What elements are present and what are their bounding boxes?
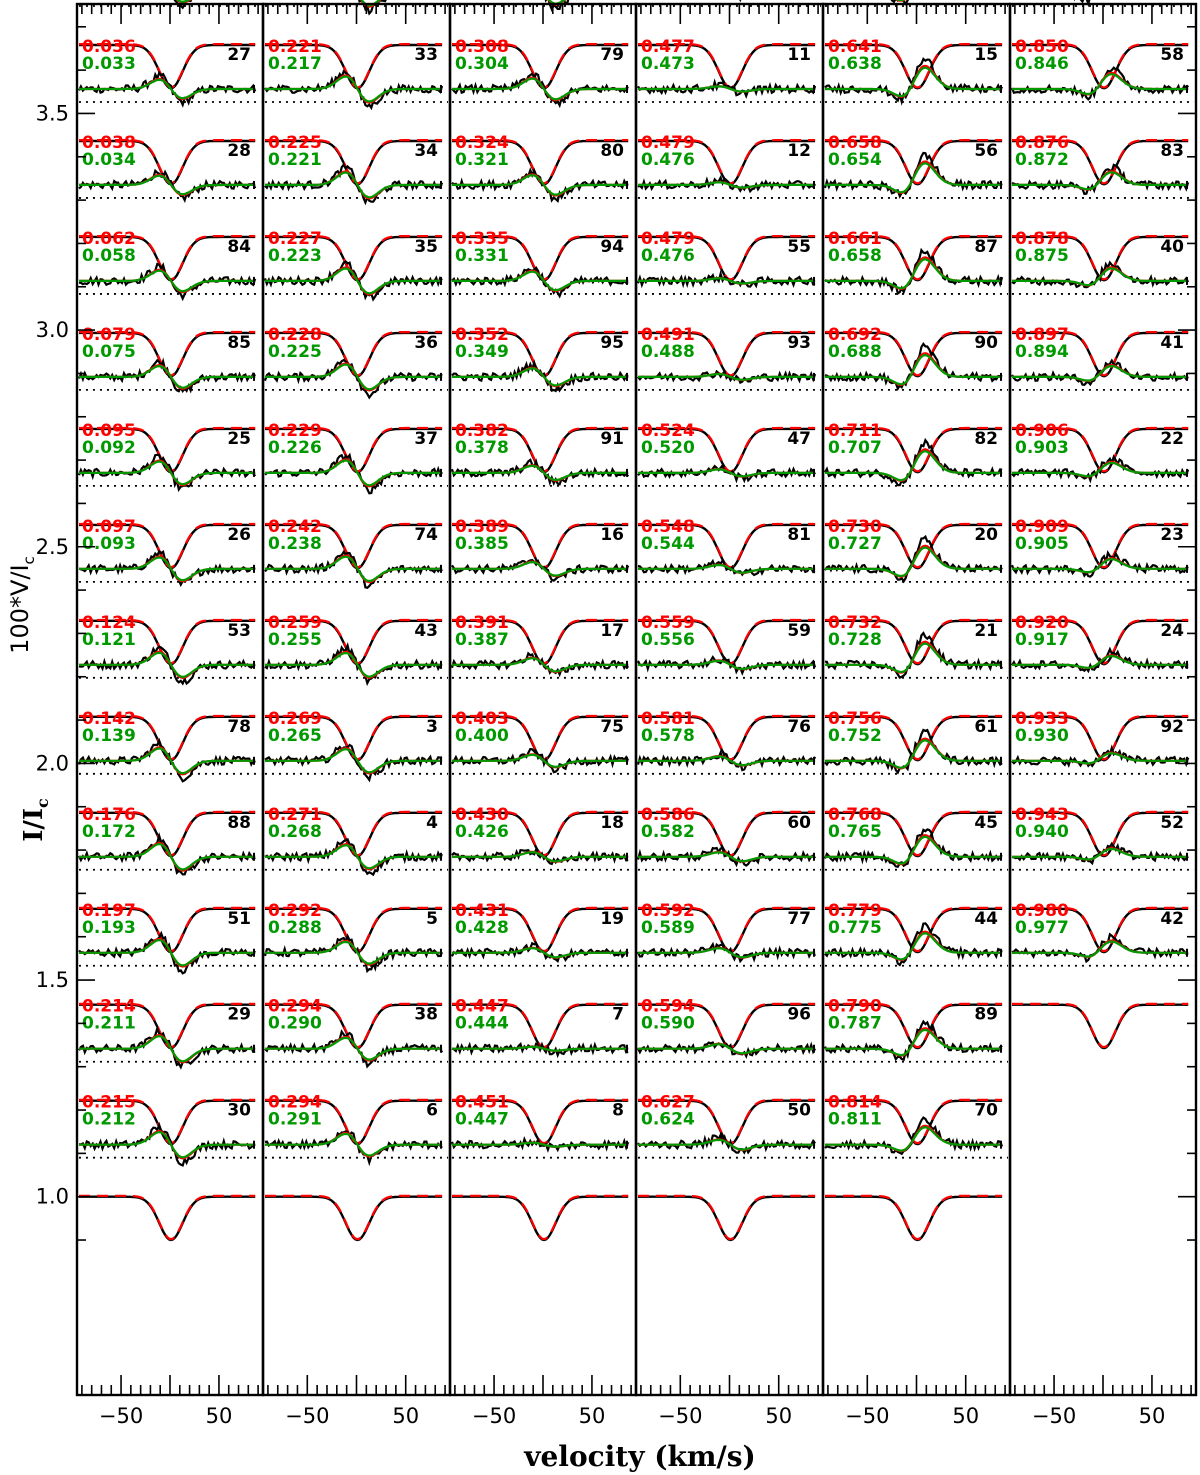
- y-tick-label: 2.0: [35, 751, 69, 776]
- phase-green-label: 0.727: [828, 533, 882, 554]
- phase-green-label: 0.473: [641, 53, 695, 74]
- phase-green-label: 0.331: [455, 245, 509, 266]
- phase-red-label: 0.079: [82, 324, 136, 345]
- phase-green-label: 0.977: [1015, 917, 1069, 938]
- phase-red-label: 0.451: [455, 1092, 509, 1113]
- observation-number-label: 8: [612, 1100, 624, 1121]
- phase-green-label: 0.476: [641, 245, 695, 266]
- phase-red-label: 0.215: [82, 1092, 136, 1113]
- x-tick-label: 50: [765, 1404, 793, 1428]
- observation-number-label: 84: [227, 236, 251, 257]
- observation-number-label: 85: [227, 332, 251, 353]
- y-tick-label: 1.0: [35, 1184, 69, 1209]
- phase-green-label: 0.321: [455, 149, 509, 170]
- phase-green-label: 0.092: [82, 437, 136, 458]
- phase-red-label: 0.768: [828, 804, 882, 825]
- phase-red-label: 0.124: [82, 612, 136, 633]
- observation-number-label: 12: [787, 140, 811, 161]
- x-tick-label: −50: [285, 1404, 330, 1428]
- phase-green-label: 0.288: [268, 917, 322, 938]
- phase-red-label: 0.095: [82, 420, 136, 441]
- phase-red-label: 0.479: [641, 228, 695, 249]
- observation-number-label: 80: [600, 140, 624, 161]
- phase-green-label: 0.223: [268, 245, 322, 266]
- phase-green-label: 0.520: [641, 437, 695, 458]
- phase-red-label: 0.382: [455, 420, 509, 441]
- phase-red-label: 0.920: [1015, 612, 1069, 633]
- observation-number-label: 41: [1160, 332, 1184, 353]
- y-tick-label: 1.5: [35, 968, 69, 993]
- observation-number-label: 43: [414, 620, 438, 641]
- phase-red-label: 0.197: [82, 900, 136, 921]
- phase-green-label: 0.940: [1015, 821, 1069, 842]
- phase-red-label: 0.036: [82, 36, 136, 57]
- observation-number-label: 34: [414, 140, 438, 161]
- phase-green-label: 0.225: [268, 341, 322, 362]
- phase-red-label: 0.391: [455, 612, 509, 633]
- phase-red-label: 0.221: [268, 36, 322, 57]
- observation-number-label: 59: [787, 620, 811, 641]
- phase-green-label: 0.624: [641, 1109, 695, 1130]
- phase-green-label: 0.217: [268, 53, 322, 74]
- phase-green-label: 0.590: [641, 1013, 695, 1034]
- phase-red-label: 0.779: [828, 900, 882, 921]
- phase-red-label: 0.586: [641, 804, 695, 825]
- y-tick-label: 2.5: [35, 534, 69, 559]
- observation-number-label: 4: [426, 812, 438, 833]
- phase-green-label: 0.385: [455, 533, 509, 554]
- x-tick-label: −50: [658, 1404, 703, 1428]
- phase-red-label: 0.324: [455, 132, 509, 153]
- observation-number-label: 87: [974, 236, 998, 257]
- observation-number-label: 15: [974, 44, 998, 65]
- phase-red-label: 0.790: [828, 996, 882, 1017]
- phase-red-label: 0.242: [268, 516, 322, 537]
- phase-red-label: 0.658: [828, 132, 882, 153]
- observation-number-label: 27: [227, 44, 251, 65]
- phase-green-label: 0.578: [641, 725, 695, 746]
- phase-green-label: 0.212: [82, 1109, 136, 1130]
- phase-green-label: 0.872: [1015, 149, 1069, 170]
- observation-number-label: 5: [426, 908, 438, 929]
- phase-green-label: 0.752: [828, 725, 882, 746]
- phase-red-label: 0.491: [641, 324, 695, 345]
- phase-green-label: 0.488: [641, 341, 695, 362]
- phase-green-label: 0.544: [641, 533, 695, 554]
- phase-red-label: 0.548: [641, 516, 695, 537]
- phase-red-label: 0.269: [268, 708, 322, 729]
- phase-red-label: 0.897: [1015, 324, 1069, 345]
- observation-number-label: 36: [414, 332, 438, 353]
- y-axis-intensity-subscript: c: [33, 798, 52, 808]
- phase-red-label: 0.062: [82, 228, 136, 249]
- phase-red-label: 0.943: [1015, 804, 1069, 825]
- phase-red-label: 0.524: [641, 420, 695, 441]
- phase-red-label: 0.431: [455, 900, 509, 921]
- x-tick-label: −50: [845, 1404, 890, 1428]
- observation-number-label: 50: [787, 1100, 811, 1121]
- observation-number-label: 35: [414, 236, 438, 257]
- phase-green-label: 0.654: [828, 149, 882, 170]
- phase-red-label: 0.876: [1015, 132, 1069, 153]
- observation-number-label: 78: [227, 716, 251, 737]
- observation-number-label: 16: [600, 524, 624, 545]
- phase-green-label: 0.290: [268, 1013, 322, 1034]
- observation-number-label: 11: [787, 44, 811, 65]
- observation-number-label: 23: [1160, 524, 1184, 545]
- phase-green-label: 0.765: [828, 821, 882, 842]
- x-tick-label: 50: [952, 1404, 980, 1428]
- x-tick-label: 50: [392, 1404, 420, 1428]
- phase-green-label: 0.476: [641, 149, 695, 170]
- phase-green-label: 0.349: [455, 341, 509, 362]
- phase-red-label: 0.641: [828, 36, 882, 57]
- observation-number-label: 45: [974, 812, 998, 833]
- phase-green-label: 0.387: [455, 629, 509, 650]
- observation-number-label: 18: [600, 812, 624, 833]
- observation-number-label: 26: [227, 524, 251, 545]
- phase-green-label: 0.304: [455, 53, 509, 74]
- observation-number-label: 40: [1160, 236, 1184, 257]
- phase-red-label: 0.559: [641, 612, 695, 633]
- observation-number-label: 77: [787, 908, 811, 929]
- observation-number-label: 30: [227, 1100, 251, 1121]
- phase-red-label: 0.038: [82, 132, 136, 153]
- phase-green-label: 0.811: [828, 1109, 882, 1130]
- phase-red-label: 0.142: [82, 708, 136, 729]
- phase-red-label: 0.403: [455, 708, 509, 729]
- phase-green-label: 0.787: [828, 1013, 882, 1034]
- observation-number-label: 94: [600, 236, 624, 257]
- phase-green-label: 0.638: [828, 53, 882, 74]
- phase-red-label: 0.430: [455, 804, 509, 825]
- observation-number-label: 92: [1160, 716, 1184, 737]
- phase-green-label: 0.556: [641, 629, 695, 650]
- phase-green-label: 0.905: [1015, 533, 1069, 554]
- phase-green-label: 0.226: [268, 437, 322, 458]
- observation-number-label: 17: [600, 620, 624, 641]
- observation-number-label: 52: [1160, 812, 1184, 833]
- phase-green-label: 0.268: [268, 821, 322, 842]
- phase-red-label: 0.581: [641, 708, 695, 729]
- phase-red-label: 0.594: [641, 996, 695, 1017]
- phase-green-label: 0.139: [82, 725, 136, 746]
- phase-green-label: 0.447: [455, 1109, 509, 1130]
- observation-number-label: 82: [974, 428, 998, 449]
- phase-red-label: 0.756: [828, 708, 882, 729]
- x-tick-label: 50: [1138, 1404, 1166, 1428]
- observation-number-label: 76: [787, 716, 811, 737]
- observation-number-label: 47: [787, 428, 811, 449]
- phase-red-label: 0.229: [268, 420, 322, 441]
- x-tick-label: 50: [578, 1404, 606, 1428]
- x-axis-title: velocity (km/s): [524, 1440, 756, 1473]
- observation-number-label: 19: [600, 908, 624, 929]
- phase-green-label: 0.075: [82, 341, 136, 362]
- phase-red-label: 0.228: [268, 324, 322, 345]
- phase-red-label: 0.447: [455, 996, 509, 1017]
- observation-number-label: 75: [600, 716, 624, 737]
- phase-red-label: 0.176: [82, 804, 136, 825]
- observation-number-label: 89: [974, 1004, 998, 1025]
- y-tick-label: 3.5: [35, 101, 69, 126]
- phase-green-label: 0.894: [1015, 341, 1069, 362]
- phase-red-label: 0.294: [268, 1092, 322, 1113]
- phase-green-label: 0.930: [1015, 725, 1069, 746]
- observation-number-label: 90: [974, 332, 998, 353]
- phase-red-label: 0.292: [268, 900, 322, 921]
- phase-green-label: 0.058: [82, 245, 136, 266]
- observation-number-label: 79: [600, 44, 624, 65]
- phase-red-label: 0.214: [82, 996, 136, 1017]
- phase-red-label: 0.477: [641, 36, 695, 57]
- observation-number-label: 95: [600, 332, 624, 353]
- phase-green-label: 0.589: [641, 917, 695, 938]
- phase-red-label: 0.627: [641, 1092, 695, 1113]
- observation-number-label: 33: [414, 44, 438, 65]
- phase-red-label: 0.850: [1015, 36, 1069, 57]
- observation-number-label: 3: [426, 716, 438, 737]
- phase-red-label: 0.692: [828, 324, 882, 345]
- observation-number-label: 60: [787, 812, 811, 833]
- observation-number-label: 91: [600, 428, 624, 449]
- observation-number-label: 42: [1160, 908, 1184, 929]
- phase-red-label: 0.308: [455, 36, 509, 57]
- observation-number-label: 24: [1160, 620, 1184, 641]
- phase-green-label: 0.444: [455, 1013, 509, 1034]
- phase-green-label: 0.688: [828, 341, 882, 362]
- phase-green-label: 0.255: [268, 629, 322, 650]
- phase-green-label: 0.265: [268, 725, 322, 746]
- observation-number-label: 61: [974, 716, 998, 737]
- svg-text:100*V/Ic: [6, 556, 38, 654]
- phase-red-label: 0.352: [455, 324, 509, 345]
- observation-number-label: 6: [426, 1100, 438, 1121]
- phase-green-label: 0.775: [828, 917, 882, 938]
- phase-red-label: 0.980: [1015, 900, 1069, 921]
- phase-red-label: 0.259: [268, 612, 322, 633]
- phase-green-label: 0.707: [828, 437, 882, 458]
- phase-red-label: 0.906: [1015, 420, 1069, 441]
- phase-red-label: 0.732: [828, 612, 882, 633]
- observation-number-label: 55: [787, 236, 811, 257]
- y-axis-stokes-label: 100*V/I: [6, 564, 34, 654]
- observation-number-label: 74: [414, 524, 438, 545]
- y-axis-intensity-label: I/I: [19, 807, 49, 842]
- phase-green-label: 0.378: [455, 437, 509, 458]
- phase-green-label: 0.582: [641, 821, 695, 842]
- observation-number-label: 58: [1160, 44, 1184, 65]
- observation-number-label: 25: [227, 428, 251, 449]
- x-tick-label: −50: [471, 1404, 517, 1428]
- x-tick-label: −50: [98, 1404, 144, 1428]
- observation-number-label: 70: [974, 1100, 998, 1121]
- x-tick-label: 50: [205, 1404, 233, 1428]
- observation-number-label: 44: [974, 908, 998, 929]
- observation-number-label: 38: [414, 1004, 438, 1025]
- phase-green-label: 0.846: [1015, 53, 1069, 74]
- phase-red-label: 0.661: [828, 228, 882, 249]
- phase-red-label: 0.335: [455, 228, 509, 249]
- y-tick-label: 3.0: [35, 318, 69, 343]
- observation-number-label: 37: [414, 428, 438, 449]
- phase-red-label: 0.097: [82, 516, 136, 537]
- observation-number-label: 53: [227, 620, 251, 641]
- phase-green-label: 0.238: [268, 533, 322, 554]
- phase-red-label: 0.909: [1015, 516, 1069, 537]
- phase-red-label: 0.227: [268, 228, 322, 249]
- phase-green-label: 0.903: [1015, 437, 1069, 458]
- observation-number-label: 7: [612, 1004, 624, 1025]
- phase-green-label: 0.917: [1015, 629, 1069, 650]
- phase-green-label: 0.400: [455, 725, 509, 746]
- phase-green-label: 0.728: [828, 629, 882, 650]
- observation-number-label: 22: [1160, 428, 1184, 449]
- phase-red-label: 0.878: [1015, 228, 1069, 249]
- observation-number-label: 96: [787, 1004, 811, 1025]
- phase-green-label: 0.426: [455, 821, 509, 842]
- phase-green-label: 0.428: [455, 917, 509, 938]
- phase-green-label: 0.221: [268, 149, 322, 170]
- phase-red-label: 0.814: [828, 1092, 882, 1113]
- phase-red-label: 0.711: [828, 420, 882, 441]
- phase-red-label: 0.933: [1015, 708, 1069, 729]
- phase-green-label: 0.121: [82, 629, 136, 650]
- phase-green-label: 0.875: [1015, 245, 1069, 266]
- phase-red-label: 0.730: [828, 516, 882, 537]
- phase-green-label: 0.291: [268, 1109, 322, 1130]
- x-tick-label: −50: [1031, 1404, 1077, 1428]
- observation-number-label: 21: [974, 620, 998, 641]
- observation-number-label: 83: [1160, 140, 1184, 161]
- phase-red-label: 0.294: [268, 996, 322, 1017]
- phase-green-label: 0.034: [82, 149, 136, 170]
- phase-green-label: 0.033: [82, 53, 136, 74]
- observation-number-label: 56: [974, 140, 998, 161]
- phase-green-label: 0.093: [82, 533, 136, 554]
- phase-green-label: 0.658: [828, 245, 882, 266]
- y-axis-stokes-title: [6, 556, 38, 654]
- observation-number-label: 81: [787, 524, 811, 545]
- phase-green-label: 0.193: [82, 917, 136, 938]
- y-axis-stokes-subscript: c: [20, 556, 38, 565]
- phase-red-label: 0.225: [268, 132, 322, 153]
- observation-number-label: 20: [974, 524, 998, 545]
- phase-red-label: 0.479: [641, 132, 695, 153]
- observation-number-label: 93: [787, 332, 811, 353]
- phase-green-label: 0.211: [82, 1013, 136, 1034]
- phase-red-label: 0.389: [455, 516, 509, 537]
- observation-number-label: 88: [227, 812, 251, 833]
- observation-number-label: 51: [227, 908, 251, 929]
- phase-red-label: 0.271: [268, 804, 322, 825]
- observation-number-label: 29: [227, 1004, 251, 1025]
- phase-red-label: 0.592: [641, 900, 695, 921]
- observation-number-label: 28: [227, 140, 251, 161]
- phase-green-label: 0.172: [82, 821, 136, 842]
